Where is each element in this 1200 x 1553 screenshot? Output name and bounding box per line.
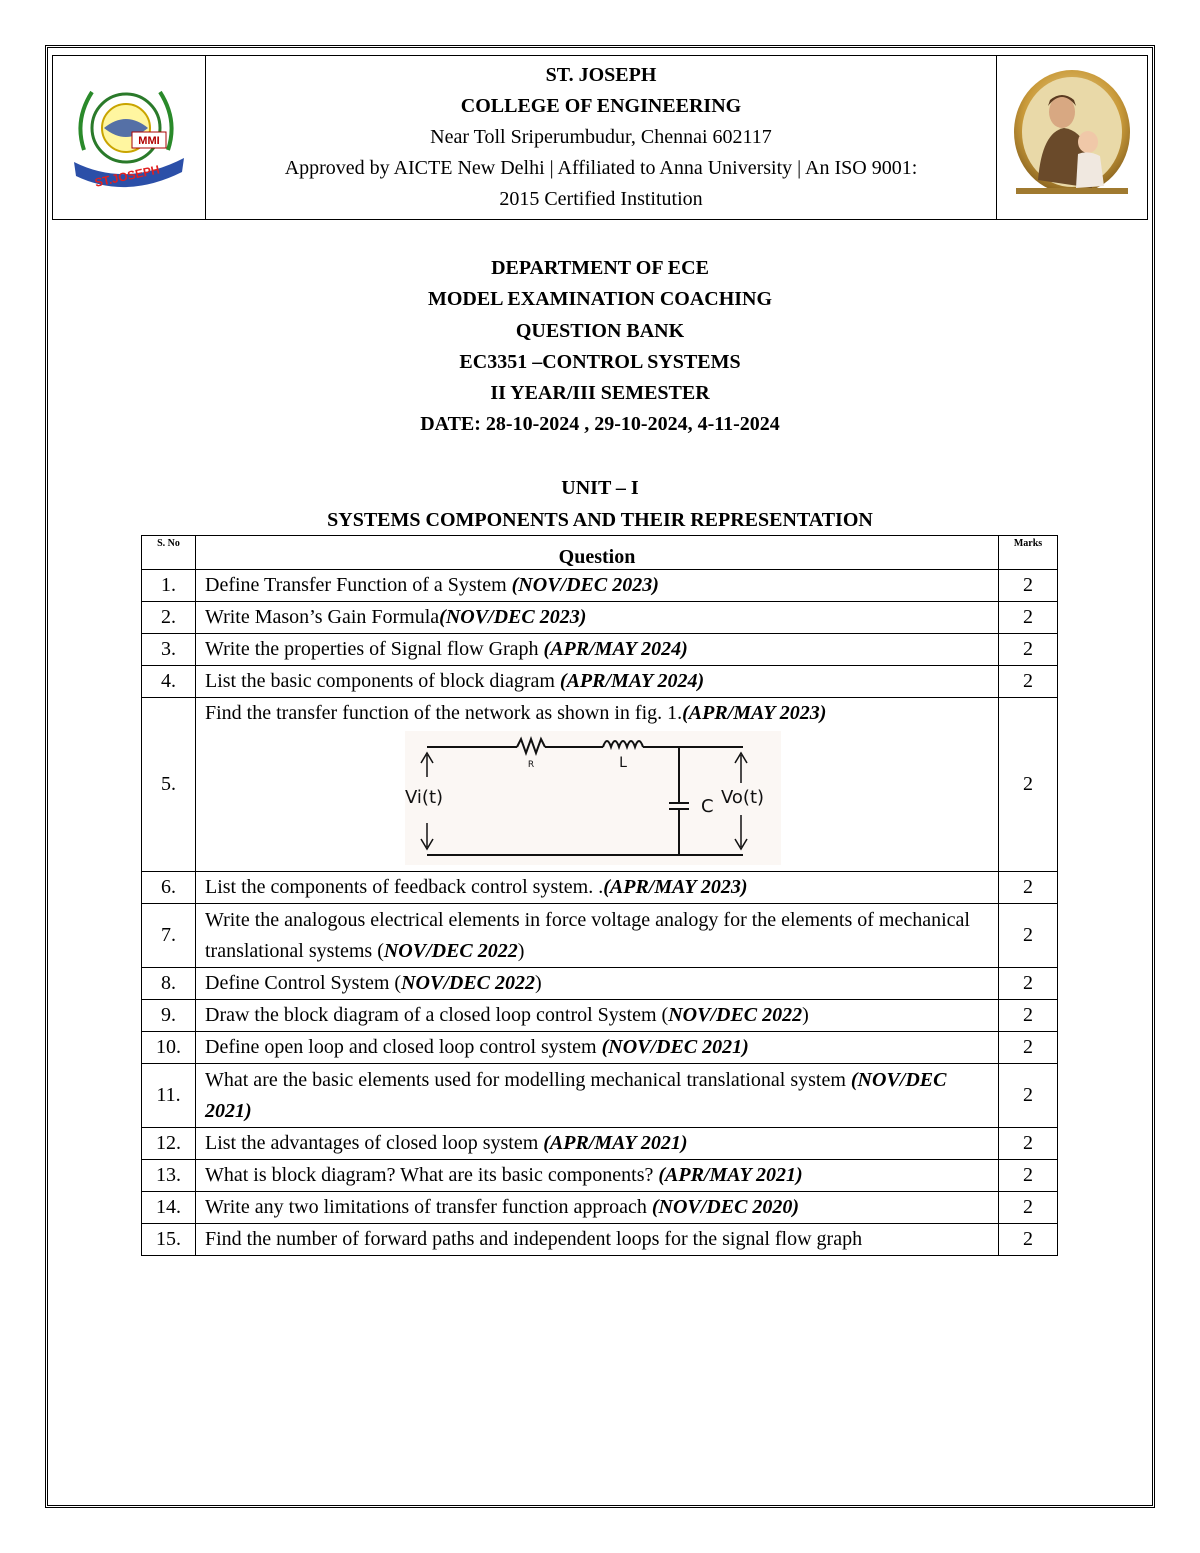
row-marks: 2 xyxy=(999,872,1058,904)
row-sno: 11. xyxy=(142,1064,196,1128)
table-row xyxy=(142,872,1058,904)
row-question xyxy=(196,698,999,872)
row-marks: 2 xyxy=(999,570,1058,602)
question-text: Write Mason’s Gain Formula xyxy=(205,606,440,628)
exam-dates: DATE: 28-10-2024 , 29-10-2024, 4-11-2024 xyxy=(420,413,780,436)
saint-portrait-icon xyxy=(1008,70,1136,200)
row-marks: 2 xyxy=(999,602,1058,634)
row-question xyxy=(196,602,999,634)
header-sno: S. No xyxy=(142,536,196,570)
question-text: List the components of feedback control system. . xyxy=(205,876,604,898)
question-table xyxy=(141,535,1058,1256)
table-row xyxy=(142,1032,1058,1064)
row-marks: 2 xyxy=(999,1032,1058,1064)
row-sno: 5. xyxy=(142,698,196,872)
rlc-circuit-diagram xyxy=(405,731,781,865)
table-row xyxy=(142,968,1058,1000)
question-ref: (NOV/DEC 2023) xyxy=(439,606,587,628)
row-sno: 6. xyxy=(142,872,196,904)
header-marks: Marks xyxy=(999,536,1058,570)
question-tail: ) xyxy=(802,1004,809,1026)
table-row xyxy=(142,1224,1058,1256)
row-marks: 2 xyxy=(999,904,1058,968)
capacitor-label: C xyxy=(701,796,714,817)
row-marks: 2 xyxy=(999,968,1058,1000)
college-name-line2: COLLEGE OF ENGINEERING xyxy=(460,95,742,117)
row-sno: 8. xyxy=(142,968,196,1000)
college-logo-icon xyxy=(64,70,194,200)
question-text: Define Control System ( xyxy=(205,972,402,994)
question-bank-title: QUESTION BANK xyxy=(515,319,685,342)
row-question xyxy=(196,904,999,968)
row-sno: 10. xyxy=(142,1032,196,1064)
college-approval-line1: Approved by AICTE New Delhi | Affiliated to Anna University | An ISO 9001: xyxy=(284,157,918,179)
row-question xyxy=(196,1224,999,1256)
row-question xyxy=(196,1128,999,1160)
year-semester: II YEAR/III SEMESTER xyxy=(490,382,710,405)
row-question xyxy=(196,634,999,666)
question-ref: (NOV/DEC 2020) xyxy=(651,1196,800,1218)
question-ref: (NOV/DEC 2021) xyxy=(205,1068,947,1122)
table-row xyxy=(142,698,1058,872)
row-marks: 2 xyxy=(999,634,1058,666)
row-sno: 2. xyxy=(142,602,196,634)
department-heading-block xyxy=(52,253,1148,441)
saint-image-cell xyxy=(997,56,1148,220)
logo-text-mmi: MMI xyxy=(138,135,160,147)
row-marks: 2 xyxy=(999,1000,1058,1032)
college-name-line1: ST. JOSEPH xyxy=(545,64,657,86)
exam-title: MODEL EXAMINATION COACHING xyxy=(427,288,773,311)
department-title: DEPARTMENT OF ECE xyxy=(491,257,709,279)
row-marks: 2 xyxy=(999,666,1058,698)
table-row xyxy=(142,666,1058,698)
row-sno: 3. xyxy=(142,634,196,666)
row-sno: 12. xyxy=(142,1128,196,1160)
question-text: Write the analogous electrical elements in force voltage analogy for the elements of mechanical translational systems ( xyxy=(205,908,970,962)
row-marks: 2 xyxy=(999,1160,1058,1192)
row-sno: 1. xyxy=(142,570,196,602)
row-question xyxy=(196,872,999,904)
question-ref: (APR/MAY 2023) xyxy=(682,702,827,724)
college-info xyxy=(206,56,997,220)
input-voltage-label: Vi(t) xyxy=(405,787,444,808)
row-marks: 2 xyxy=(999,1064,1058,1128)
table-row xyxy=(142,1192,1058,1224)
row-question xyxy=(196,1160,999,1192)
question-text: What is block diagram? What are its basic components? xyxy=(205,1164,659,1186)
table-row xyxy=(142,1064,1058,1128)
question-ref: (APR/MAY 2021) xyxy=(658,1164,803,1186)
resistor-label: R xyxy=(527,760,535,770)
table-row xyxy=(142,634,1058,666)
row-sno: 7. xyxy=(142,904,196,968)
question-ref: (NOV/DEC 2021) xyxy=(601,1036,749,1058)
question-ref: (APR/MAY 2024) xyxy=(559,670,705,692)
table-row xyxy=(142,602,1058,634)
college-address: Near Toll Sriperumbudur, Chennai 602117 xyxy=(430,126,772,148)
question-text: List the advantages of closed loop system xyxy=(205,1132,544,1154)
unit-title: UNIT – I xyxy=(561,477,639,499)
header-question: Question xyxy=(196,536,999,570)
college-logo-cell xyxy=(53,56,206,220)
row-sno: 13. xyxy=(142,1160,196,1192)
question-text: What are the basic elements used for modelling mechanical translational system xyxy=(205,1068,851,1091)
question-ref: (APR/MAY 2024) xyxy=(543,638,688,660)
question-ref: NOV/DEC 2022 xyxy=(383,939,518,962)
question-ref: NOV/DEC 2022 xyxy=(668,1004,803,1026)
question-text: Define open loop and closed loop control system xyxy=(205,1036,602,1058)
row-question xyxy=(196,968,999,1000)
question-ref: (APR/MAY 2023) xyxy=(603,876,748,898)
row-question xyxy=(196,1032,999,1064)
row-marks: 2 xyxy=(999,698,1058,872)
table-header-row xyxy=(142,536,1058,570)
row-marks: 2 xyxy=(999,1128,1058,1160)
row-sno: 14. xyxy=(142,1192,196,1224)
row-sno: 4. xyxy=(142,666,196,698)
college-header xyxy=(52,55,1148,220)
table-row xyxy=(142,1000,1058,1032)
row-question xyxy=(196,1064,999,1128)
question-text: Write the properties of Signal flow Graph xyxy=(205,638,544,660)
output-voltage-label: Vo(t) xyxy=(721,787,765,808)
inductor-label: L xyxy=(619,755,627,771)
table-row xyxy=(142,904,1058,968)
table-row xyxy=(142,1160,1058,1192)
row-sno: 15. xyxy=(142,1224,196,1256)
question-text: List the basic components of block diagram xyxy=(205,670,560,692)
row-question xyxy=(196,570,999,602)
question-tail: ) xyxy=(517,939,525,962)
question-text: Find the number of forward paths and independent loops for the signal flow graph xyxy=(205,1228,863,1250)
question-text: Find the transfer function of the network as shown in fig. 1. xyxy=(205,702,683,724)
question-ref: (APR/MAY 2021) xyxy=(543,1132,688,1154)
question-text: Draw the block diagram of a closed loop control System ( xyxy=(205,1004,669,1026)
unit-subtitle: SYSTEMS COMPONENTS AND THEIR REPRESENTATION xyxy=(327,509,873,531)
row-sno: 9. xyxy=(142,1000,196,1032)
table-row xyxy=(142,1128,1058,1160)
row-question xyxy=(196,666,999,698)
row-question xyxy=(196,1192,999,1224)
logo-text-ribbon: ST.JOSEPH xyxy=(93,162,161,190)
row-question xyxy=(196,1000,999,1032)
course-title: EC3351 –CONTROL SYSTEMS xyxy=(459,350,741,373)
row-marks: 2 xyxy=(999,1192,1058,1224)
question-ref: NOV/DEC 2022 xyxy=(401,972,535,994)
unit-heading xyxy=(52,472,1148,536)
question-text: Define Transfer Function of a System xyxy=(205,574,512,596)
table-row xyxy=(142,570,1058,602)
college-approval-line2: 2015 Certified Institution xyxy=(499,188,703,210)
row-marks: 2 xyxy=(999,1224,1058,1256)
question-tail: ) xyxy=(535,972,542,994)
question-text: Write any two limitations of transfer function approach xyxy=(205,1196,652,1218)
question-ref: (NOV/DEC 2023) xyxy=(511,574,659,596)
